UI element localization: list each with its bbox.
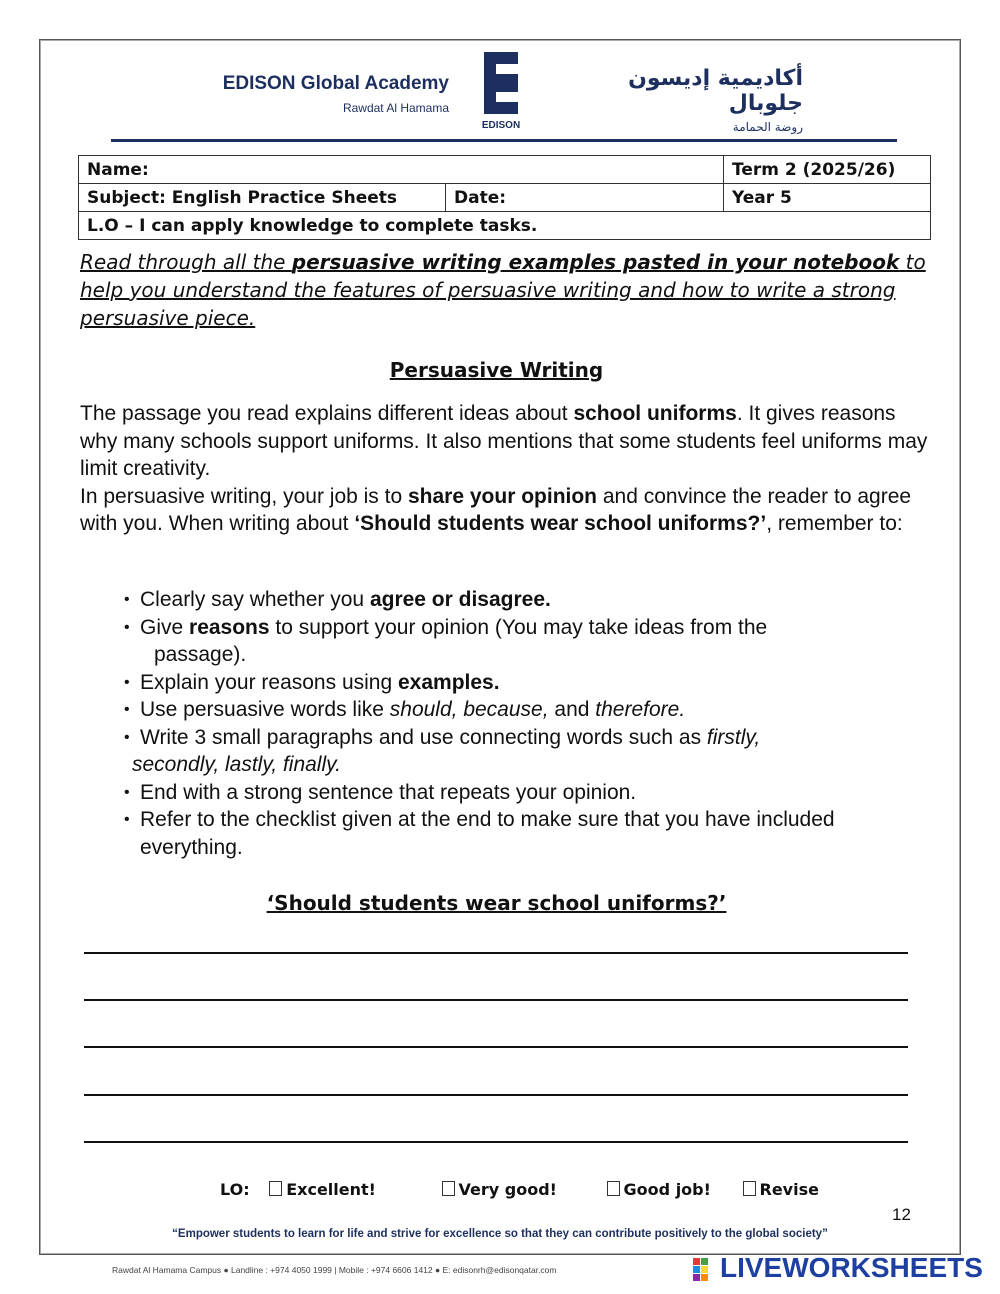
- brand-name-arabic: أكاديمية إديسون جلوبال: [628, 66, 803, 116]
- logo-word: EDISON: [481, 120, 521, 131]
- rating-good-job[interactable]: Good job!: [607, 1180, 711, 1199]
- brand-name: EDISON Global Academy: [222, 73, 449, 94]
- term-cell: Term 2 (2025/26): [724, 156, 931, 184]
- answer-line[interactable]: [84, 1141, 908, 1143]
- instructions: [80, 248, 930, 332]
- checkbox-icon[interactable]: [743, 1181, 756, 1196]
- learning-objective: L.O – I can apply knowledge to complete tasks.: [79, 212, 931, 240]
- passage: [80, 400, 930, 538]
- checkbox-icon[interactable]: [607, 1181, 620, 1196]
- checkbox-icon[interactable]: [442, 1181, 455, 1196]
- list-item: • Explain your reasons using examples.: [124, 669, 924, 697]
- answer-line[interactable]: [84, 1094, 908, 1096]
- header-divider: [111, 139, 897, 142]
- list-item: • Give reasons to support your opinion (You may take ideas from the passage).: [124, 614, 924, 669]
- student-info-table: [78, 155, 931, 240]
- lo-label: LO:: [220, 1180, 250, 1199]
- edison-logo: [478, 52, 524, 132]
- list-item: • Clearly say whether you agree or disagree.: [124, 586, 924, 614]
- writing-tips-list: [124, 586, 924, 861]
- writing-prompt: ‘Should students wear school uniforms?’: [266, 891, 727, 915]
- contact-info: Rawdat Al Hamama Campus ● Landline : +974 4050 1999 | Mobile : +974 6606 1412 ● E: edisonrh@edisonqatar.com: [112, 1265, 557, 1275]
- intro-bold: persuasive writing examples pasted in your notebook: [291, 250, 900, 274]
- passage-paragraph-2: In persuasive writing, your job is to share your opinion and convince the reader to agree with you. When writing about ‘Should students wear school uniforms?’, remember to:: [80, 484, 912, 535]
- section-title: Persuasive Writing: [389, 358, 604, 382]
- page-number: 12: [892, 1205, 911, 1224]
- rating-very-good[interactable]: Very good!: [442, 1180, 557, 1199]
- year-cell: Year 5: [724, 184, 931, 212]
- intro-text-cont: to help you understand the features of persuasive writing and how to write a strong persuasive piece.: [80, 250, 926, 330]
- school-name-arabic: [553, 66, 803, 134]
- answer-line[interactable]: [84, 952, 908, 954]
- lo-rating: [220, 1180, 819, 1199]
- campus-name-arabic: روضة الحمامة: [732, 120, 803, 134]
- rating-revise[interactable]: Revise: [743, 1180, 819, 1199]
- list-item: • Use persuasive words like should, because, and therefore.: [124, 696, 924, 724]
- school-motto: “Empower students to learn for life and strive for excellence so that they can contribute positively to the global society”: [172, 1228, 828, 1240]
- liveworksheets-watermark: LIVEWORKSHEETS: [720, 1252, 983, 1283]
- campus-name: Rawdat Al Hamama: [342, 101, 449, 115]
- rating-excellent[interactable]: Excellent!: [269, 1180, 376, 1199]
- date-field[interactable]: Date:: [446, 184, 724, 212]
- list-item: • Write 3 small paragraphs and use connecting words such as firstly, secondly, lastly, finally.: [124, 724, 924, 779]
- liveworksheets-logo-icon: [692, 1254, 718, 1284]
- list-item: • End with a strong sentence that repeats your opinion.: [124, 779, 924, 807]
- answer-line[interactable]: [84, 1046, 908, 1048]
- subject-cell: Subject: English Practice Sheets: [79, 184, 446, 212]
- list-item: • Refer to the checklist given at the end to make sure that you have included everything.: [124, 806, 924, 861]
- checkbox-icon[interactable]: [269, 1181, 282, 1196]
- passage-paragraph-1: The passage you read explains different ideas about school uniforms. It gives reasons why many schools support uniforms. It also mentions that some students feel uniforms may limit creativity.: [80, 402, 928, 480]
- school-name-english: [211, 73, 449, 115]
- answer-line[interactable]: [84, 999, 908, 1001]
- name-field[interactable]: Name:: [79, 156, 724, 184]
- intro-text: Read through all the: [80, 250, 292, 274]
